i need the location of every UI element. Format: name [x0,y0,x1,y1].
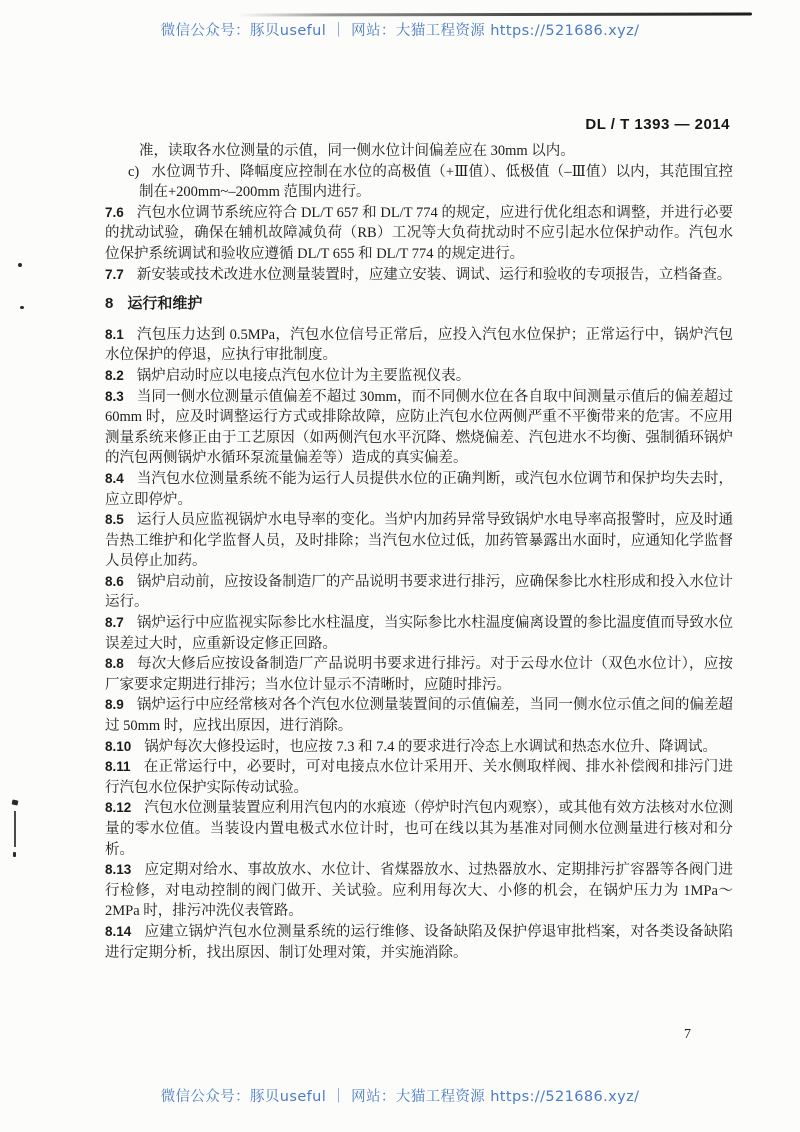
paragraph [105,572,733,613]
paragraph-text: 当同一侧水位测量示值偏差不超过 30mm，而不同侧水位在各自取中间测量示值后的偏差超过 60mm 时，应及时调整运行方式或排除故障，应防止汽包水位两侧严重不平衡带来的危害。不应用测量系统来修正由于工艺原因（如两侧汽包水平沉降、燃烧偏差、汽包进水不均衡、强制循环锅炉的汽包两侧锅炉水循环泵流量偏差等）造成的真实偏差。 [105,388,733,467]
paragraph-text: 准，读取各水位测量的示值，同一侧水位计间偏差应在 30mm 以内。 [139,143,575,159]
scan-speck-artifact [12,799,19,805]
clause-number: 8.5 [105,512,124,528]
paragraph [105,469,733,510]
paragraph-text: 汽包水位测量装置应利用汽包内的水痕迹（停炉时汽包内观察），或其他有效方法核对水位测量的零水位值。当装设内置电极式水位计时，也可在线以其为基准对同侧水位测量进行核对和分析。 [105,800,733,858]
document-number-header: DL / T 1393 — 2014 [585,116,730,133]
paragraph-text: 汽包水位调节系统应符合 DL/T 657 和 DL/T 774 的规定，应进行优化组态和调整，并进行必要的扰动试验，确保在辅机故障减负荷（RB）工况等大负荷扰动时不应引起水位保护动作。汽包水位保护系统调试和验收应遵循 DL/T 655 和 DL/T 774 的规定进行。 [105,204,733,262]
paragraph [105,366,733,387]
paragraph [105,387,733,469]
scan-line-artifact [14,811,16,847]
paragraph [105,613,733,654]
paragraph [105,265,733,286]
paragraph-text: 水位调节升、降幅度应控制在水位的高极值（+Ⅲ值）、低极值（–Ⅲ值）以内，其范围宜控制在+200mm~–200mm 范围内进行。 [139,163,733,201]
paragraph-text: 汽包压力达到 0.5MPa，汽包水位信号正常后，应投入汽包水位保护；正常运行中，锅炉汽包水位保护的停退，应执行审批制度。 [105,326,733,364]
clause-number: 8.9 [105,697,124,713]
paragraph-text: 锅炉每次大修投运时，也应按 7.3 和 7.4 的要求进行冷态上水调试和热态水位升、降调试。 [144,738,718,755]
clause-number: 8.4 [105,470,124,486]
paragraph-text: 运行和维护 [127,295,203,313]
paragraph [105,325,733,366]
clause-number: 8.6 [105,573,124,589]
section-heading [105,294,733,315]
clause-number: 8.12 [105,800,132,816]
paragraph-text: 锅炉运行中应监视实际参比水柱温度，当实际参比水柱温度偏离设置的参比温度值而导致水位误差过大时，应重新设定修正回路。 [105,615,733,652]
clause-number: 8.13 [105,862,132,878]
paragraph [105,860,733,922]
paragraph-text: 锅炉运行中应经常核对各个汽包水位测量装置间的示值偏差，当同一侧水位示值之间的偏差超过 50mm 时，应找出原因，进行消除。 [105,697,733,735]
watermark-bottom: 微信公众号：豚贝useful ｜ 网站：大猫工程资源 https://521686.xyz/ [160,1089,640,1105]
paragraph [105,162,733,203]
list-item-marker: c) [128,163,140,180]
clause-number: 8.10 [105,738,132,754]
paragraph-text: 当汽包水位测量系统不能为运行人员提供水位的正确判断，或汽包水位调节和保护均失去时，应立即停炉。 [105,470,733,508]
paragraph [105,798,733,860]
document-body [105,141,733,963]
clause-number: 8.14 [105,923,132,939]
paragraph-text: 每次大修后应按设备制造厂产品说明书要求进行排污。对于云母水位计（双色水位计），应按厂家要求定期进行排污；当水位计显示不清晰时，应随时排污。 [105,656,733,693]
watermark-top: 微信公众号：豚贝useful ｜ 网站：大猫工程资源 https://521686.xyz/ [160,23,640,39]
paragraph-text: 锅炉启动前，应按设备制造厂的产品说明书要求进行排污，应确保参比水柱形成和投入水位计运行。 [105,573,733,611]
paragraph [105,510,733,572]
paragraph-text: 运行人员应监视锅炉水电导率的变化。当炉内加药异常导致锅炉水电导率高报警时，应及时通告热工维护和化学监督人员，及时排除；当汽包水位过低，加药管暴露出水面时，应通知化学监督人员停止加药。 [105,512,733,570]
scan-speck-artifact [18,263,22,267]
paragraph [105,203,733,265]
clause-number: 8 [105,295,114,313]
clause-number: 7.7 [105,266,124,282]
paragraph [105,695,733,736]
clause-number: 8.3 [105,388,124,404]
clause-number: 8.11 [105,759,131,775]
paragraph [105,141,733,162]
scan-speck-artifact [20,306,24,309]
clause-number: 8.2 [105,367,124,383]
paragraph [105,654,733,695]
paragraph-text: 在正常运行中，必要时，可对电接点水位计采用开、关水侧取样阀、排水补偿阀和排污门进行汽包水位保护实际传动试验。 [105,759,733,796]
paragraph-text: 新安装或技术改进水位测量装置时，应建立安装、调试、运行和验收的专项报告，立档备查。 [136,266,732,283]
paragraph [105,737,733,758]
paragraph [105,922,733,963]
clause-number: 8.7 [105,615,124,631]
paragraph-text: 锅炉启动时应以电接点汽包水位计为主要监视仪表。 [136,367,471,384]
paragraph [105,757,733,798]
scan-speck-artifact [13,852,16,857]
paragraph-text: 应定期对给水、事故放水、水位计、省煤器放水、过热器放水、定期排污扩容器等各阀门进行检修，对电动控制的阀门做开、关试验。应利用每次大、小修的机会，在锅炉压力为 1MPa～2MPa 时，排污冲洗仪表管路。 [105,862,733,920]
page-number: 7 [684,1027,691,1042]
scan-streak-artifact [238,12,752,16]
clause-number: 8.1 [105,326,124,342]
paragraph-text: 应建立锅炉汽包水位测量系统的运行维修、设备缺陷及保护停退审批档案，对各类设备缺陷进行定期分析，找出原因、制订处理对策，并实施消除。 [105,923,733,961]
clause-number: 8.8 [105,656,124,672]
clause-number: 7.6 [105,204,124,220]
